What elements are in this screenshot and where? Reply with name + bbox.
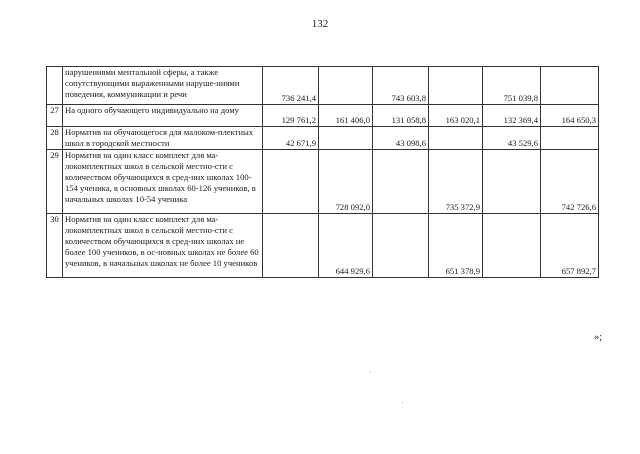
value-cell xyxy=(319,127,373,150)
row-description: Норматив на один класс комплект для ма-локомплектных школ в сельской местно-сти с количеством обучающихся в сред-них школах 100-154 ученика, в основных школах 60-126 учеников, в начальных школах 10-54 ученика xyxy=(63,150,263,214)
value-cell xyxy=(263,214,319,278)
table-row xyxy=(47,150,599,214)
value-cell: 728 092,0 xyxy=(319,150,373,214)
row-description: нарушениями ментальной сферы, а также сопутствующими выраженными наруше-ниями поведения, коммуникации и речи xyxy=(63,67,263,105)
row-number xyxy=(47,67,63,105)
value-cell: 43 529,6 xyxy=(483,127,541,150)
value-cell xyxy=(429,67,483,105)
value-cell xyxy=(429,127,483,150)
scan-speck xyxy=(402,402,403,403)
table-row xyxy=(47,105,599,127)
normative-table xyxy=(46,66,599,278)
page-number: 132 xyxy=(311,18,329,30)
value-cell: 129 761,2 xyxy=(263,105,319,127)
value-cell: 657 892,7 xyxy=(541,214,599,278)
scan-speck xyxy=(370,372,371,373)
value-cell: 651 378,9 xyxy=(429,214,483,278)
value-cell: 132 369,4 xyxy=(483,105,541,127)
row-description: На одного обучающего индивидуально на дому xyxy=(63,105,263,127)
row-number: 30 xyxy=(47,214,63,278)
value-cell: 131 058,8 xyxy=(373,105,429,127)
row-number: 27 xyxy=(47,105,63,127)
row-number: 28 xyxy=(47,127,63,150)
table-row xyxy=(47,214,599,278)
value-cell xyxy=(483,214,541,278)
value-cell: 743 603,8 xyxy=(373,67,429,105)
value-cell xyxy=(263,150,319,214)
row-description: Норматив на один класс комплект для ма-локомплектных школ в сельской местно-сти с количеством обучающихся в сред-них школах не более 100 учеников, в ос-новных школах не более 60 учеников, в начальных школах не более 10 учеников xyxy=(63,214,263,278)
value-cell: 644 929,6 xyxy=(319,214,373,278)
value-cell: 161 406,0 xyxy=(319,105,373,127)
value-cell: 43 098,6 xyxy=(373,127,429,150)
value-cell: 736 241,4 xyxy=(263,67,319,105)
row-number: 29 xyxy=(47,150,63,214)
value-cell: 751 039,8 xyxy=(483,67,541,105)
table-row xyxy=(47,67,599,105)
value-cell: 742 726,6 xyxy=(541,150,599,214)
value-cell xyxy=(319,67,373,105)
value-cell xyxy=(373,214,429,278)
table-row xyxy=(47,127,599,150)
value-cell: 42 671,9 xyxy=(263,127,319,150)
value-cell: 735 372,9 xyxy=(429,150,483,214)
value-cell xyxy=(541,67,599,105)
closing-mark: »; xyxy=(594,332,602,343)
value-cell: 163 020,1 xyxy=(429,105,483,127)
value-cell xyxy=(483,150,541,214)
row-description: Норматив на обучающегося для малоком-плектных школ в городской местности xyxy=(63,127,263,150)
value-cell: 164 650,3 xyxy=(541,105,599,127)
value-cell xyxy=(541,127,599,150)
value-cell xyxy=(373,150,429,214)
